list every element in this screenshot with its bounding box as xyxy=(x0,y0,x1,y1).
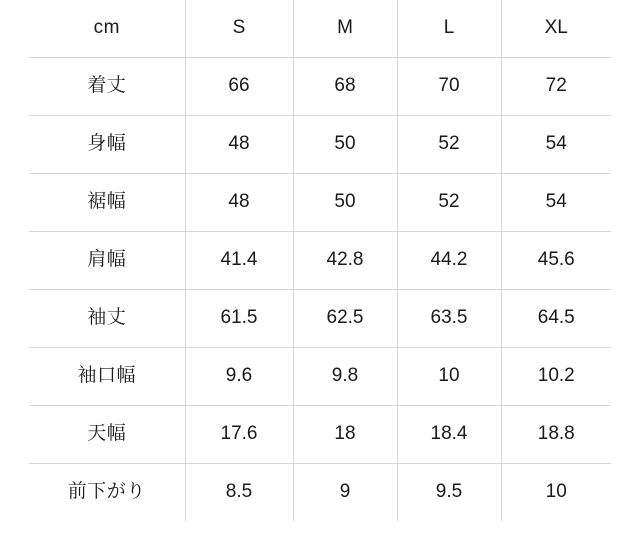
table-row xyxy=(29,115,611,173)
cell-value: 48 xyxy=(185,115,293,173)
cell-value: 10.2 xyxy=(501,347,611,405)
cell-value: 18.4 xyxy=(397,405,501,463)
cell-value: 70 xyxy=(397,57,501,115)
unit-label: cm xyxy=(29,0,185,57)
table-row xyxy=(29,463,611,521)
table-row xyxy=(29,289,611,347)
cell-value: 61.5 xyxy=(185,289,293,347)
column-header-s: S xyxy=(185,0,293,57)
row-label: 着丈 xyxy=(29,57,185,115)
table-row xyxy=(29,347,611,405)
column-header-m: M xyxy=(293,0,397,57)
row-label: 肩幅 xyxy=(29,231,185,289)
row-label: 前下がり xyxy=(29,463,185,521)
row-label: 天幅 xyxy=(29,405,185,463)
row-label: 身幅 xyxy=(29,115,185,173)
table-header-row xyxy=(29,0,611,57)
table-row xyxy=(29,173,611,231)
cell-value: 9.5 xyxy=(397,463,501,521)
cell-value: 42.8 xyxy=(293,231,397,289)
cell-value: 18.8 xyxy=(501,405,611,463)
cell-value: 52 xyxy=(397,173,501,231)
table-row xyxy=(29,405,611,463)
cell-value: 48 xyxy=(185,173,293,231)
cell-value: 45.6 xyxy=(501,231,611,289)
cell-value: 9.6 xyxy=(185,347,293,405)
cell-value: 8.5 xyxy=(185,463,293,521)
cell-value: 18 xyxy=(293,405,397,463)
cell-value: 68 xyxy=(293,57,397,115)
cell-value: 54 xyxy=(501,115,611,173)
cell-value: 17.6 xyxy=(185,405,293,463)
cell-value: 66 xyxy=(185,57,293,115)
size-chart-table xyxy=(29,0,611,521)
column-header-l: L xyxy=(397,0,501,57)
column-header-xl: XL xyxy=(501,0,611,57)
cell-value: 63.5 xyxy=(397,289,501,347)
row-label: 袖丈 xyxy=(29,289,185,347)
row-label: 裾幅 xyxy=(29,173,185,231)
cell-value: 64.5 xyxy=(501,289,611,347)
cell-value: 50 xyxy=(293,115,397,173)
cell-value: 41.4 xyxy=(185,231,293,289)
table-row xyxy=(29,57,611,115)
cell-value: 44.2 xyxy=(397,231,501,289)
cell-value: 50 xyxy=(293,173,397,231)
row-label: 袖口幅 xyxy=(29,347,185,405)
table-row xyxy=(29,231,611,289)
cell-value: 62.5 xyxy=(293,289,397,347)
cell-value: 54 xyxy=(501,173,611,231)
cell-value: 72 xyxy=(501,57,611,115)
cell-value: 10 xyxy=(397,347,501,405)
cell-value: 9 xyxy=(293,463,397,521)
cell-value: 9.8 xyxy=(293,347,397,405)
cell-value: 52 xyxy=(397,115,501,173)
cell-value: 10 xyxy=(501,463,611,521)
